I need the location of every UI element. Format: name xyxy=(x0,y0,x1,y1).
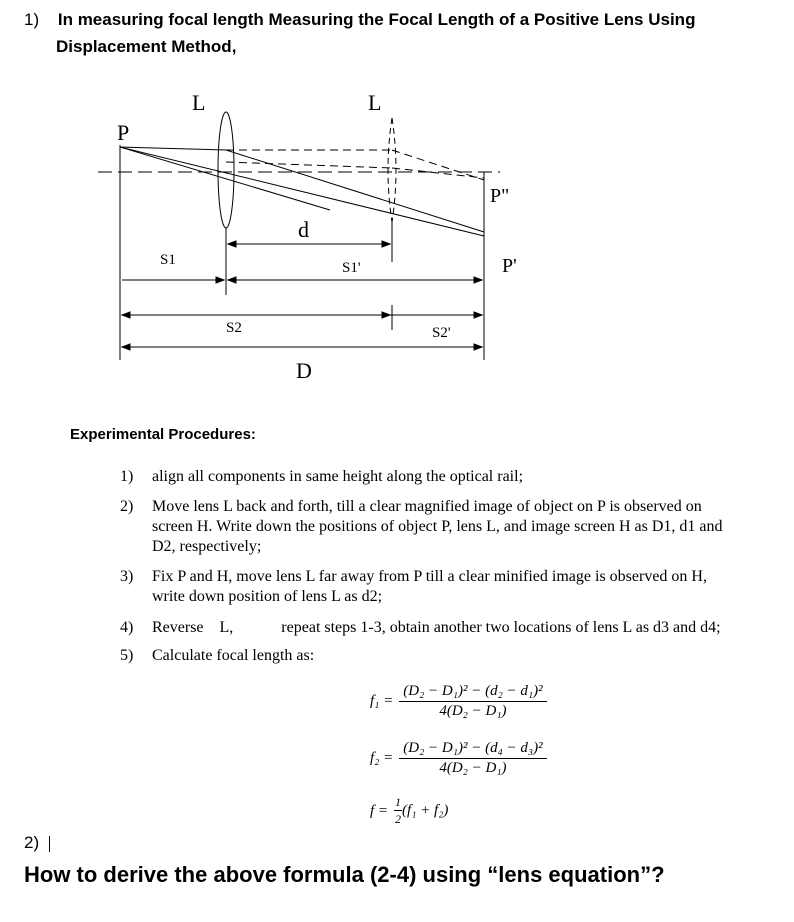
label-P-prime: P' xyxy=(502,255,517,277)
displacement-method-diagram xyxy=(0,0,794,400)
dashed-ray-3 xyxy=(226,162,392,168)
dashed-ray-2 xyxy=(392,150,484,180)
procedure-step-2: 2) Move lens L back and forth, till a clear magnified image of object on P is observed on screen H. Write down the positions of object P, lens L, and image screen H as D1, d1 and D2, respectively; xyxy=(120,498,723,555)
label-S1: S1 xyxy=(160,252,176,268)
procedure-step-3: 3) Fix P and H, move lens L far away from P till a clear minified image is observed on H, write down position of lens L as d2; xyxy=(120,568,707,605)
ray-2 xyxy=(120,147,330,210)
question-2-number: 2) xyxy=(24,833,50,853)
question-2-text: How to derive the above formula (2-4) using “lens equation”? xyxy=(24,862,665,887)
question-1-line1: In measuring focal length Measuring the Focal Length of a Positive Lens Using xyxy=(57,10,696,29)
label-S2: S2 xyxy=(226,320,242,336)
label-P: P xyxy=(117,120,130,145)
label-D: D xyxy=(296,358,312,383)
question-1-title-line2: Displacement Method, xyxy=(56,37,237,56)
label-L2: L xyxy=(368,90,382,115)
label-S2-prime: S2' xyxy=(432,325,451,341)
ray-3 xyxy=(120,147,226,150)
label-P-double-prime: P" xyxy=(490,185,510,207)
formula-f1: f₁ = $\frac{\text{(D₂ − D₁)² − (d₂ − d₁)²}}{\text{4(D₂ − D₁)}}$ xyxy=(370,683,547,720)
formula-f: f = $\frac{1}{2}$ (f₁ + f₂) xyxy=(370,795,449,826)
label-L1: L xyxy=(192,90,206,115)
procedures-heading: Experimental Procedures: xyxy=(70,426,256,443)
text-cursor xyxy=(49,836,50,852)
formula-f2: f₂ = $\frac{\text{(D₂ − D₁)² − (d₄ − d₃)²}}{\text{4(D₂ − D₁)}}$ xyxy=(370,740,547,777)
lens-1 xyxy=(218,112,234,228)
lens-2-right xyxy=(388,118,392,222)
label-d: d xyxy=(298,217,309,242)
question-1-number: 1) xyxy=(24,10,40,29)
dashed-ray-4 xyxy=(392,168,484,178)
ray-4 xyxy=(226,150,484,232)
label-S1-prime: S1' xyxy=(342,260,361,276)
lens-2-left xyxy=(392,118,396,222)
